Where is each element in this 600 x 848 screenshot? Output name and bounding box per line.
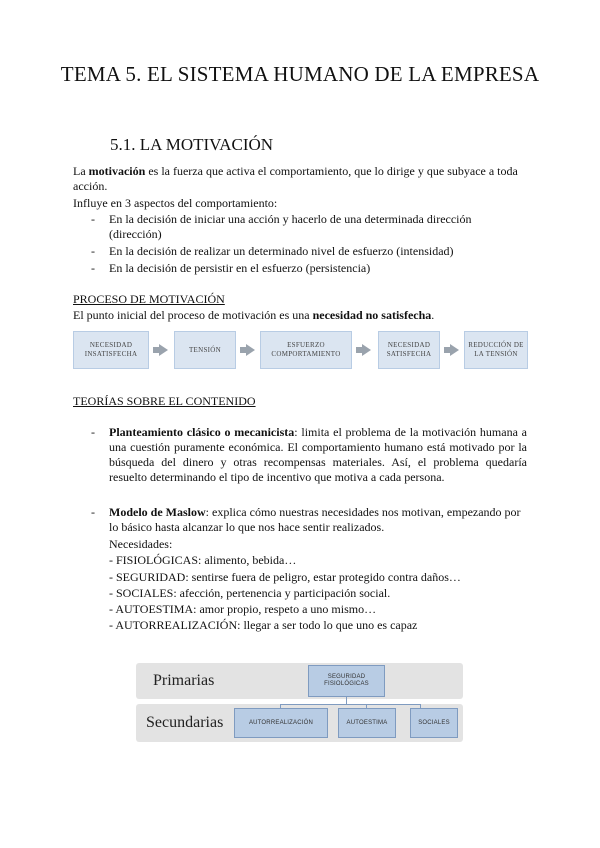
- aspect-text-1: En la decisión de iniciar una acción y hacerlo de una determinada dirección (dirección): [109, 212, 472, 241]
- bullet-dash: -: [91, 261, 95, 275]
- necesidad-autorrealizacion: - AUTORREALIZACIÓN: llegar a ser todo lo que uno es capaz: [109, 618, 418, 632]
- section-heading: 5.1. LA MOTIVACIÓN: [110, 135, 274, 154]
- necesidad-sociales: - SOCIALES: afección, pertenencia y participación social.: [109, 586, 391, 600]
- node-sociales: SOCIALES: [410, 708, 458, 738]
- necesidades-label: Necesidades:: [109, 537, 173, 551]
- bullet-dash: -: [91, 244, 95, 258]
- proceso-text-bold: necesidad no satisfecha: [312, 308, 432, 322]
- teoria-maslow: [91, 505, 527, 535]
- node-seguridad-fisiologicas: SEGURIDAD FISIOLÓGICAS: [308, 665, 385, 697]
- node-autoestima: AUTOESTIMA: [338, 708, 396, 738]
- necesidad-autoestima: - AUTOESTIMA: amor propio, respeto a uno mismo…: [109, 602, 377, 616]
- clasico-text: : limita el problema de la motivación humana a una cuestión puramente económica. El comportamiento humano está motivado por la búsqueda del dinero y otras recompensas materiales. Así, el problema quedaría resuelto determinando el tipo de incentivo que motiva a cada persona.: [109, 425, 527, 484]
- flow-arrow-icon: [450, 344, 459, 356]
- aspect-item-1: [91, 212, 519, 242]
- intro-bold: motivación: [88, 164, 146, 178]
- flow-step-reduccion-tension: REDUCCIÓN DE LA TENSIÓN: [464, 331, 528, 369]
- secundarias-label: Secundarias: [146, 714, 224, 731]
- flow-arrow-icon: [246, 344, 255, 356]
- maslow-bold: Modelo de Maslow: [109, 505, 206, 519]
- flow-step-tension: TENSIÓN: [174, 331, 236, 369]
- intro-post: es la fuerza que activa el comportamiento, que lo dirige y que subyace a toda acción.: [73, 164, 518, 193]
- influye-text: Influye en 3 aspectos del comportamiento:: [73, 196, 278, 210]
- aspect-item-3: [91, 261, 519, 276]
- aspect-item-2: [91, 244, 519, 259]
- flow-step-esfuerzo: ESFUERZO COMPORTAMIENTO: [260, 331, 352, 369]
- teoria-clasica: [91, 425, 527, 485]
- flow-arrow-icon: [362, 344, 371, 356]
- intro-paragraph: [73, 164, 528, 194]
- bullet-dash: -: [91, 505, 95, 519]
- primarias-label: Primarias: [153, 672, 215, 689]
- aspect-text-2: En la decisión de realizar un determinado nivel de esfuerzo (intensidad): [109, 244, 454, 258]
- aspect-text-3: En la decisión de persistir en el esfuerzo (persistencia): [109, 261, 371, 275]
- maslow-text: : explica cómo nuestras necesidades nos motivan, empezando por lo básico hasta alcanzar lo que nos hace sentir realizados.: [109, 505, 521, 534]
- node-autorrealizacion: AUTORREALIZACIÓN: [234, 708, 328, 738]
- page-title: TEMA 5. EL SISTEMA HUMANO DE LA EMPRESA: [60, 62, 540, 86]
- proceso-heading: PROCESO DE MOTIVACIÓN: [73, 292, 225, 306]
- proceso-text-pre: El punto inicial del proceso de motivación es una: [73, 308, 313, 322]
- intro-pre: La: [73, 164, 89, 178]
- flow-step-necesidad-satisfecha: NECESIDAD SATISFECHA: [378, 331, 440, 369]
- teorias-heading: TEORÍAS SOBRE EL CONTENIDO: [73, 394, 256, 408]
- flow-arrow-icon: [159, 344, 168, 356]
- bullet-dash: -: [91, 425, 95, 439]
- proceso-text-post: .: [431, 308, 435, 322]
- proceso-text: [73, 308, 533, 323]
- bullet-dash: -: [91, 212, 95, 226]
- necesidad-fisiologicas: - FISIOLÓGICAS: alimento, bebida…: [109, 553, 297, 567]
- connector-horizontal: [280, 704, 420, 705]
- clasico-bold: Planteamiento clásico o mecanicista: [109, 425, 295, 439]
- necesidad-seguridad: - SEGURIDAD: sentirse fuera de peligro, estar protegido contra daños…: [109, 570, 461, 584]
- flow-step-necesidad-insatisfecha: NECESIDAD INSATISFECHA: [73, 331, 149, 369]
